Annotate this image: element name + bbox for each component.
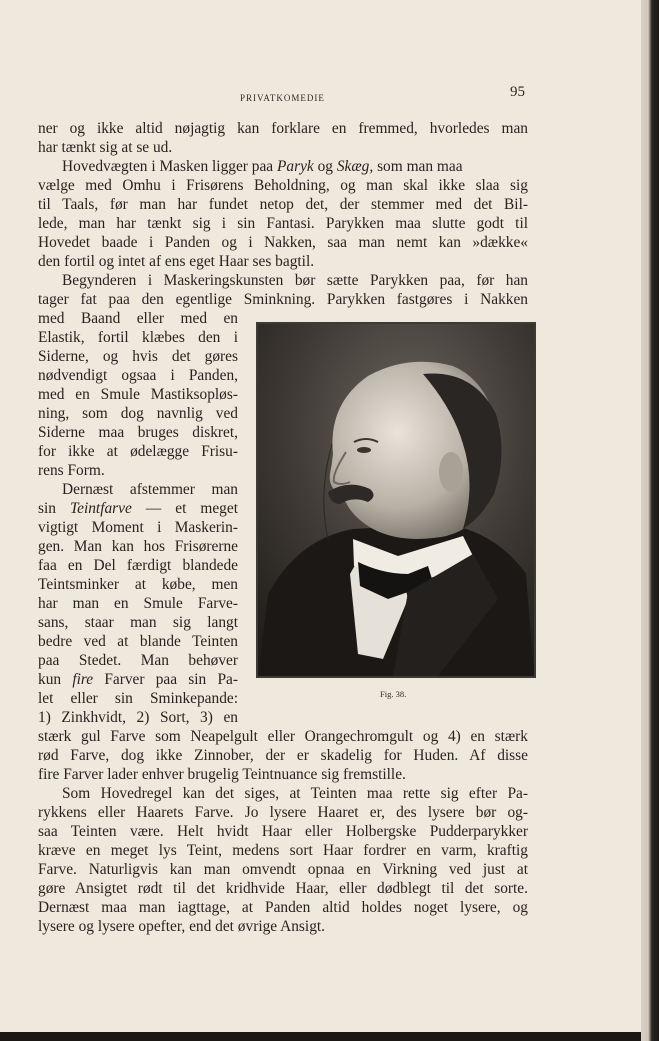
bottom-edge [0,1032,641,1041]
text-line: paa Stedet. Man behøver [38,652,238,669]
portrait-photo [256,322,536,678]
text-line: rød Farve, dog ikke Zinnober, der er skadelig for Huden. Af disse [38,747,528,764]
text-line: tager fat paa den egentlige Sminkning. Parykken fastgøres i Nakken [38,291,528,308]
text-line: Hovedet baade i Panden og i Nakken, saa man nemt kan »dække« [38,234,528,251]
text-line: vælge med Omhu i Frisørens Beholdning, og man skal ikke slaa sig [38,177,528,194]
text-line: sans, staar man sig langt [38,614,238,631]
text-line: den fortil og intet af ens eget Haar ses bagtil. [38,253,315,270]
text-line: Elastik, fortil klæbes den i [38,329,238,346]
text-line: gen. Man kan hos Frisørerne [38,538,238,555]
text-line: med Baand eller med en [38,310,238,327]
text-line: saa Teinten være. Helt hvidt Haar eller Holbergske Pudderparykker [38,823,528,840]
text-line: kun fire Farver paa sin Pa- [38,671,238,688]
text-line: nødvendigt ogsaa i Panden, [38,367,238,384]
text-line: Farve. Naturligvis kan man omvendt opnaa en Virkning ved just at [38,861,528,878]
text-line: for ikke at ødelægge Frisu- [38,443,238,460]
text-line: lede, man har tænkt sig i sin Fantasi. Parykken maa slutte godt til [38,215,528,232]
text-line: let eller sin Sminkepande: [38,690,238,707]
text-line: fire Farver lader enhver brugelig Teintnuance sig fremstille. [38,766,406,783]
text-line: bedre ved at blande Teinten [38,633,238,650]
text-line: Teintsminker at købe, men [38,576,238,593]
text-line: rykkens eller Haarets Farve. Jo lysere Haaret er, des lysere bør og- [38,804,528,821]
text-line: stærk gul Farve som Neapelgult eller Orangechromgult og 4) en stærk [38,728,528,745]
text-line: Dernæst maa man iagttage, at Panden altid holdes noget lysere, og [38,899,528,916]
text-line: 1) Zinkhvidt, 2) Sort, 3) en [38,709,238,726]
text-line: gøre Ansigtet rødt til det kridhvide Haar, eller dødblegt til det sorte. [38,880,528,897]
text-line: ner og ikke altid nøjagtig kan forklare en fremmed, hvorledes man [38,120,528,137]
text-line: ning, som dog navnlig ved [38,405,238,422]
text-line: kræve en meget lys Teint, medens sort Haar fordrer en varm, kraftig [38,842,528,859]
portrait-illustration [258,324,534,676]
page-number: 95 [510,84,525,100]
page-edge [641,0,659,1041]
text-line: lysere og lysere opefter, end det øvrige Ansigt. [38,918,326,935]
text-line: har man en Smule Farve- [38,595,238,612]
text-line: Hovedvægten i Masken ligger paa Paryk og Skæg, som man maa [62,158,463,175]
text-line: med en Smule Mastiksopløs- [38,386,238,403]
text-line: har tænkt sig at se ud. [38,139,173,156]
text-line: faa en Del færdigt blandede [38,557,238,574]
text-line: Som Hovedregel kan det siges, at Teinten maa rette sig efter Pa- [62,785,528,802]
text-line: rens Form. [38,462,105,479]
running-header: PRIVATKOMEDIE [240,93,325,103]
text-line: Begynderen i Maskeringskunsten bør sætte Parykken paa, før han [62,272,528,289]
text-line: vigtigt Moment i Maskerin- [38,519,238,536]
text-line: Siderne, og hvis det gøres [38,348,238,365]
text-line: til Taals, før man har fundet netop det, der stemmer med det Bil- [38,196,528,213]
text-line: sin Teintfarve — et meget [38,500,238,517]
text-line: Dernæst afstemmer man [62,481,238,498]
text-line: Siderne maa bruges diskret, [38,424,238,441]
figure-caption: Fig. 38. [380,689,407,699]
